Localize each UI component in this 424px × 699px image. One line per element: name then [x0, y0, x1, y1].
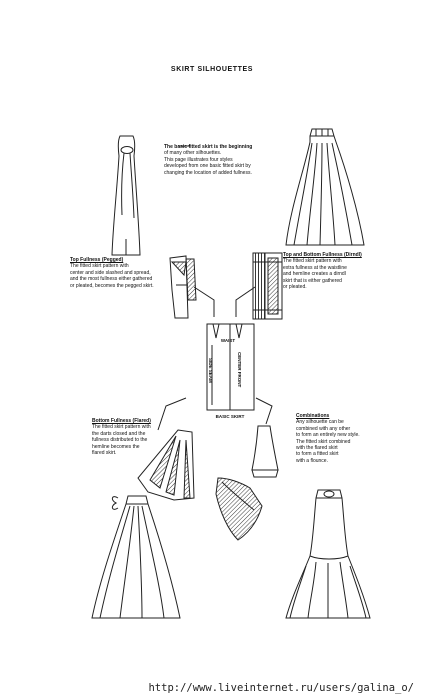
combinations-line: combined with any other [296, 425, 351, 432]
dirndl-heading: Top and Bottom Fullness (Dirndl) [283, 252, 362, 258]
combinations-line: Any silhouette can be [296, 419, 344, 426]
page-title: SKIRT SILHOUETTES [170, 66, 254, 73]
combinations-line: with a flounce. [296, 457, 328, 464]
basic-skirt-pattern [207, 324, 254, 410]
footer-url[interactable]: http://www.liveinternet.ru/users/galina_o/ [148, 682, 414, 694]
combinations-line: The fitted skirt combined [296, 438, 351, 445]
fitted-skirt-illustration [112, 136, 140, 255]
flared-line: flared skirt. [92, 450, 117, 457]
dirndl-pattern-pieces [253, 253, 282, 319]
top-fullness-line: and the most fullness either gathered [70, 276, 153, 283]
dirndl-line: and hemline creates a dirndl [283, 271, 346, 278]
dirndl-line: extra fullness at the waistline [283, 264, 347, 271]
top-fullness-line: The fitted skirt pattern with [70, 263, 129, 270]
flared-line: the darts closed and the [92, 430, 146, 437]
combinations-line: to form an entirely new style. [296, 432, 360, 439]
connector-top-right [236, 287, 255, 317]
connector-bottom-left [158, 398, 186, 430]
basic-skirt-label: BASIC SKIRT [215, 414, 245, 419]
flared-pattern-pieces [138, 430, 194, 500]
waist-label: WAIST [220, 338, 236, 343]
dirndl-line: or pleated. [283, 284, 307, 291]
combinations-line: to form a fitted skirt [296, 451, 339, 458]
flounce-pattern-pieces [216, 426, 278, 540]
center-front-label: CENTER FRONT [237, 352, 242, 388]
flared-heading: Bottom Fullness (Flared) [92, 418, 151, 424]
dirndl-skirt-illustration [286, 129, 364, 245]
top-fullness-line: center and side slashed and spread, [70, 269, 151, 276]
intro-line: The basic fitted skirt is the beginning [164, 144, 253, 150]
flared-skirt-illustration [92, 496, 180, 618]
dirndl-line: skirt that is either gathered [283, 277, 342, 284]
top-fullness-line: or pleated, becomes the pegged skirt. [70, 282, 154, 289]
intro-line: developed from one basic fitted skirt by [164, 163, 251, 170]
connector-top-left [194, 287, 214, 317]
dirndl-line: The fitted skirt pattern with [283, 258, 342, 265]
intro-line: changing the location of added fullness. [164, 169, 252, 176]
intro-line: of many other silhouettes. [164, 150, 222, 157]
combinations-heading: Combinations [296, 413, 330, 419]
mermaid-skirt-illustration [286, 490, 370, 618]
combinations-line: with the flared skirt [296, 445, 338, 452]
flared-line: hemline becomes the [92, 443, 140, 450]
intro-line: This page illustrates four styles [164, 156, 233, 163]
top-fullness-heading: Top Fullness (Pegged) [70, 257, 124, 263]
flared-line: fullness distributed to the [92, 437, 148, 444]
side-seam-label: SIDE SEAM [208, 358, 213, 383]
connector-bottom-right [256, 398, 272, 424]
pegged-pattern-pieces [170, 256, 196, 318]
flared-line: The fitted skirt pattern with [92, 424, 151, 431]
